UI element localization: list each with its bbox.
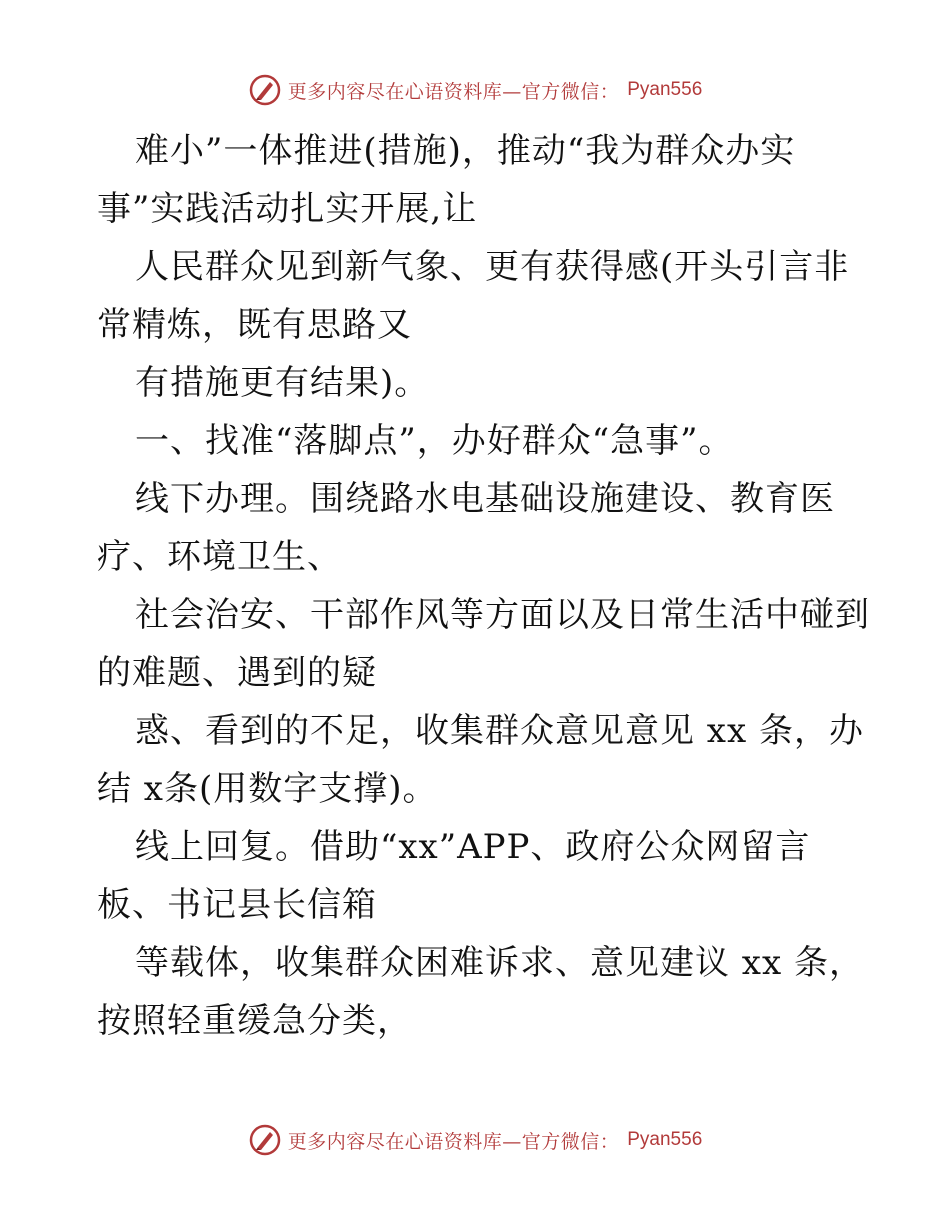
text-line: 有措施更有结果)。	[135, 363, 430, 403]
watermark-text: 更多内容尽在心语资料库—官方微信：	[287, 1130, 620, 1153]
text-line: 线下办理。围绕路水电基础设施建设、教育医	[135, 479, 835, 519]
text-line: 板、书记县长信箱	[97, 885, 377, 925]
text-line: 人民群众见到新气象、更有获得感(开头引言非	[135, 247, 850, 287]
text-line: 线上回复。借助“xx”APP、政府公众网留言	[135, 827, 811, 867]
footer-watermark	[0, 1120, 950, 1160]
text-line: 按照轻重缓急分类，	[97, 1001, 412, 1041]
document-body	[97, 122, 870, 1050]
text-line: 常精炼，既有思路又	[97, 305, 412, 345]
watermark-wechat-id: Pyan556	[627, 1129, 703, 1150]
text-line: 难小”一体推进(措施)，推动“我为群众办实	[135, 131, 796, 171]
watermark-text: 更多内容尽在心语资料库—官方微信：	[287, 80, 620, 103]
section-heading: 一、找准“落脚点”，办好群众“急事”。	[135, 421, 734, 461]
watermark-wechat-id: Pyan556	[627, 79, 703, 100]
brand-logo-icon	[248, 1123, 282, 1157]
text-line: 结 x条(用数字支撑)。	[97, 769, 438, 809]
text-line: 惑、看到的不足，收集群众意见意见 xx 条，办	[135, 711, 864, 751]
brand-logo-icon	[248, 73, 282, 107]
header-watermark	[0, 70, 950, 110]
text-line: 等载体，收集群众困难诉求、意见建议 xx 条，	[135, 943, 864, 983]
text-line: 疗、环境卫生、	[97, 537, 342, 577]
text-line: 事”实践活动扎实开展,让	[97, 189, 478, 229]
text-line: 的难题、遇到的疑	[97, 653, 377, 693]
text-line: 社会治安、干部作风等方面以及日常生活中碰到	[135, 595, 870, 635]
